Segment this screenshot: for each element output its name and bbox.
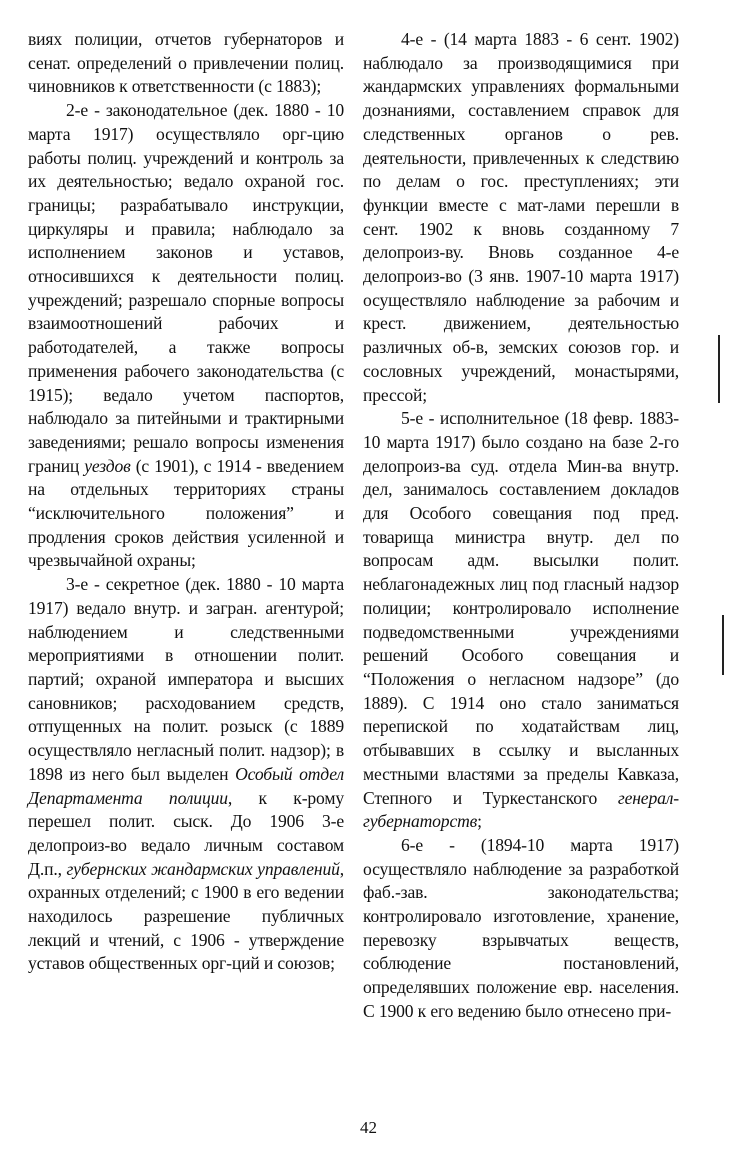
italic-term-governorates-general: генерал-губернаторств xyxy=(363,787,679,832)
text-run: , охранных отделений; с 1900 в его ведении находилось разрешение публичных лекций и чтений, с 1906 - утверждение уставов общественных орг-ций и союзов; xyxy=(28,858,344,974)
text-run: 3-е - секретное (дек. 1880 - 10 марта 1917) ведало внутр. и загран. агентурой; наблюдением и следственными мероприятиями в отношении полит. партий; охраной императора и высших сановников; расходованием средств, отпущенных на полит. розыск (с 1889 осуществляло негласный полит. надзор); в 1898 из него был выделен xyxy=(28,574,344,784)
text-run: 5-е - исполнительное (18 февр. 1883-10 марта 1917) было создано на базе 2-го делопроиз-ва суд. отдела Мин-ва внутр. дел, занималось составлением докладов для Особого совещания под пред. товарища министра внутр. дел по вопросам адм. высылки полит. неблагонадежных лиц под гласный надзор полиции; контролировало исполнение подведомственными учреждениями решений Особого совещания и “Положения о негласном надзоре” (до 1889). С 1914 оно стало заниматься перепиской по ходатайствам лиц, отбывавших в ссылку и высланных местными властями за пределы Кавказа, Степного и Туркестанского xyxy=(363,408,679,808)
text-run: (с 1901), с 1914 - введением на отдельных территориях страны “исключительного положения” и продления сроков действия усиленной и чрезвычайной охраны; xyxy=(28,455,344,571)
text-run: ; xyxy=(477,811,482,832)
text-run: 2-е - законодательное (дек. 1880 - 10 марта 1917) осуществляло орг-цию работы полиц. учреждений и контроль за их деятельностью; ведало охраной гос. границы; разрабатывало инструкции, циркуляры и правила; наблюдало за исполнением законов и уставов, относившихся к деятельности полиц. учреждений; разрешало спорные вопросы взаимоотношений рабочих и работодателей, а также вопросы применения рабочего законодательства (с 1915); ведало учетом паспортов, наблюдало за питейными и трактирными заведениями; решало вопросы изменения границ xyxy=(28,100,344,476)
paragraph-continuation: виях полиции, отчетов губернаторов и сенат. определений о привлечении полиц. чиновников к ответственности (с 1883); xyxy=(28,29,344,97)
scan-edge-mark xyxy=(722,615,724,675)
italic-term-uezdov: уездов xyxy=(84,455,131,476)
italic-term-special-department: Особый отдел Департамента полиции xyxy=(28,763,344,808)
paragraph-section-5 xyxy=(363,407,679,834)
right-column xyxy=(363,28,679,1024)
left-column xyxy=(28,28,344,976)
italic-term-gendarme-directorates: губернских жандармских управлений xyxy=(66,858,340,879)
paragraph-section-4: 4-е - (14 марта 1883 - 6 сент. 1902) наблюдало за производящимися при жандармских управлениях формальными дознаниями, составлением справок для следственных органов о рев. деятельности, привлеченных к следствию по делам о гос. преступлениях; эти функции вместе с мат-лами перешли в сент. 1902 к вновь созданному 7 делопроиз-ву. Вновь созданное 4-е делопроиз-во (3 янв. 1907-10 марта 1917) осуществляло наблюдение за рабочим и крест. движением, деятельностью различных об-в, земских союзов гор. и сословных учреждений, монастырями, прессой; xyxy=(363,29,679,405)
paragraph-section-2 xyxy=(28,99,344,573)
paragraph-section-3 xyxy=(28,573,344,976)
page-number: 42 xyxy=(360,1118,377,1137)
text-run: , к к-рому перешел полит. сыск. До 1906 3-е делопроиз-во ведало личным составом Д.п., xyxy=(28,787,344,879)
scan-edge-mark xyxy=(718,335,720,403)
paragraph-section-6: 6-е - (1894-10 марта 1917) осуществляло наблюдение за разработкой фаб.-зав. законодательства; контролировало изготовление, хранение, перевозку взрывчатых веществ, соблюдение постановлений, определявших положение евр. населения. С 1900 к его ведению было отнесено при- xyxy=(363,834,679,1021)
